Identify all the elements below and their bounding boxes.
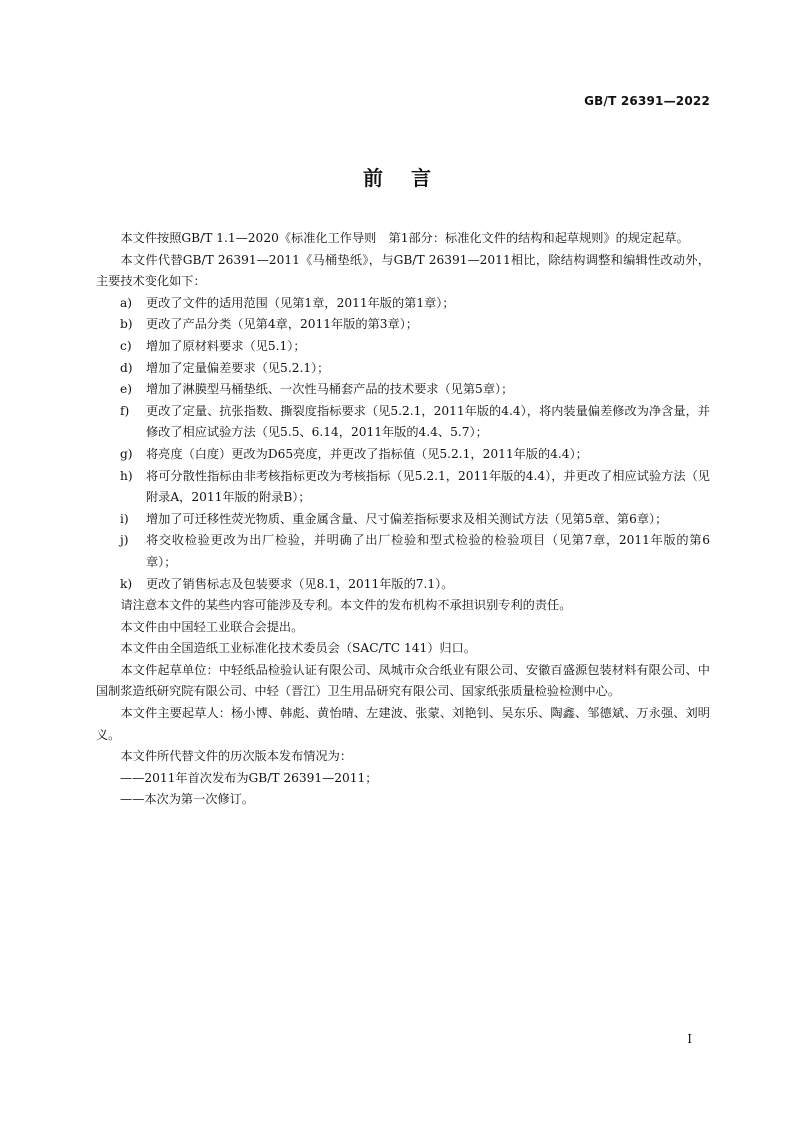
paragraph-history-intro: 本文件所代替文件的历次版本发布情况为： xyxy=(120,749,353,764)
list-item-label: a) xyxy=(120,295,133,310)
list-item xyxy=(96,358,710,380)
list-item xyxy=(96,574,710,596)
list-item xyxy=(96,530,710,573)
list-item-label: d) xyxy=(120,360,133,375)
list-item-label: e) xyxy=(120,382,132,397)
list-item-label: g) xyxy=(120,446,133,461)
list-item-text: 更改了定量、抗张指数、撕裂度指标要求（见5.2.1，2011年版的4.4），将内装量偏差修改为净含量，并修改了相应试验方法（见5.5、6.14，2011年版的4.4、5.7）； xyxy=(146,403,710,440)
list-item-label: f) xyxy=(120,403,130,418)
page-title: 前言 xyxy=(363,166,459,190)
list-item-text: 增加了定量偏差要求（见5.2.1）； xyxy=(146,360,330,375)
history-item: ——本次为第一次修订。 xyxy=(120,792,255,807)
paragraph-patent-notice: 请注意本文件的某些内容可能涉及专利。本文件的发布机构不承担识别专利的责任。 xyxy=(120,598,572,613)
list-item-text: 将可分散性指标由非考核指标更改为考核指标（见5.2.1，2011年版的4.4），并更改了相应试验方法（见附录A，2011年版的附录B）； xyxy=(146,468,710,505)
changes-list xyxy=(96,293,710,595)
list-item-text: 增加了原材料要求（见5.1）； xyxy=(146,338,306,353)
list-item xyxy=(96,293,710,315)
list-item-text: 更改了产品分类（见第4章，2011年版的第3章）； xyxy=(146,317,418,332)
list-item-label: c) xyxy=(120,338,132,353)
list-item xyxy=(96,379,710,401)
list-item xyxy=(96,509,710,531)
list-item xyxy=(96,336,710,358)
list-item-text: 增加了淋膜型马桶垫纸、一次性马桶套产品的技术要求（见第5章）； xyxy=(146,382,514,397)
standard-code: GB/T 26391—2022 xyxy=(584,94,710,108)
paragraph-proposed-by: 本文件由中国轻工业联合会提出。 xyxy=(120,619,304,634)
list-item-label: j) xyxy=(120,533,129,548)
paragraph-drafting-organizations: 本文件起草单位：中轻纸品检验认证有限公司、凤城市众合纸业有限公司、安徽百盛源包装材料有限公司、中国制浆造纸研究院有限公司、中轻（晋江）卫生用品研究有限公司、国家纸张质量检验检测中心。 xyxy=(96,662,710,699)
paragraph-drafting-rule: 本文件按照GB/T 1.1—2020《标准化工作导则 第1部分：标准化文件的结构和起草规则》的规定起草。 xyxy=(120,231,689,245)
page-number: I xyxy=(687,1032,692,1046)
history-item: ——2011年首次发布为GB/T 26391—2011； xyxy=(120,770,378,785)
list-item-text: 将亮度（白度）更改为D65亮度，并更改了指标值（见5.2.1，2011年版的4.4）； xyxy=(146,446,588,461)
list-item xyxy=(96,444,710,466)
list-item-label: b) xyxy=(120,317,133,332)
paragraph-under-jurisdiction: 本文件由全国造纸工业标准化技术委员会（SAC/TC 141）归口。 xyxy=(120,641,476,656)
list-item-label: k) xyxy=(120,576,133,591)
list-item-text: 将交收检验更改为出厂检验，并明确了出厂检验和型式检验的检验项目（见第7章，2011年版的第6章）； xyxy=(146,533,710,569)
list-item-text: 增加了可迁移性荧光物质、重金属含量、尺寸偏差指标要求及相关测试方法（见第5章、第6章）； xyxy=(146,511,668,526)
list-item-label: i) xyxy=(120,511,129,526)
paragraph-main-drafters: 本文件主要起草人：杨小博、韩彪、黄怡晴、左建波、张蒙、刘艳钊、吴东乐、陶鑫、邹德斌、万永强、刘明义。 xyxy=(96,706,710,742)
list-item xyxy=(96,401,710,444)
list-item-text: 更改了销售标志及包装要求（见8.1，2011年版的7.1）。 xyxy=(146,576,454,591)
list-item xyxy=(96,466,710,509)
list-item xyxy=(96,314,710,336)
foreword-body xyxy=(96,228,710,811)
paragraph-replaces: 本文件代替GB/T 26391—2011《马桶垫纸》，与GB/T 26391—2011相比，除结构调整和编辑性改动外，主要技术变化如下： xyxy=(96,252,710,289)
list-item-text: 更改了文件的适用范围（见第1章，2011年版的第1章）； xyxy=(146,295,455,310)
list-item-label: h) xyxy=(120,468,133,483)
